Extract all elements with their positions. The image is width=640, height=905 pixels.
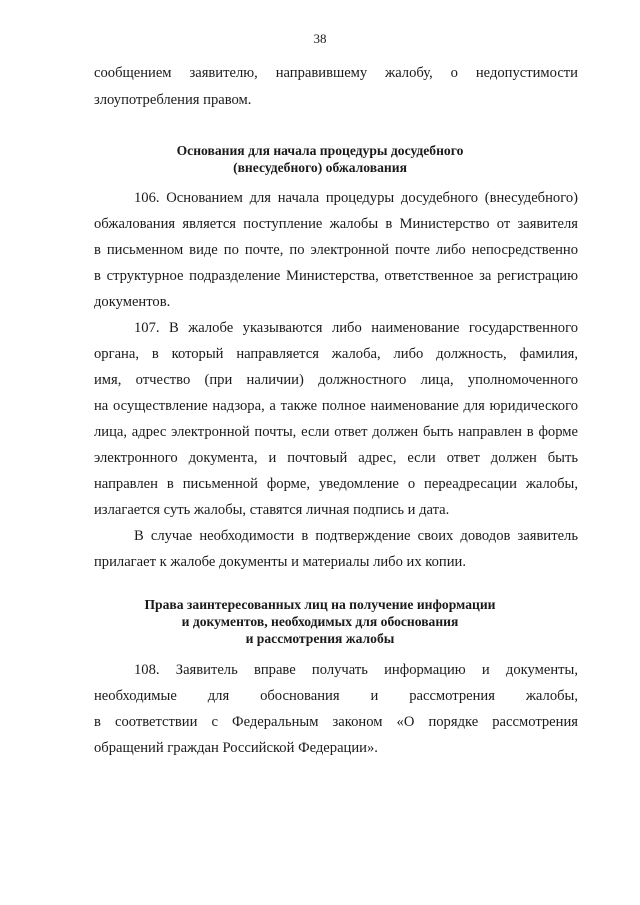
paragraph-106-line-4: в структурное подразделение Министерства, ответственное за регистрацию bbox=[94, 268, 578, 284]
paragraph-106-line-3: в письменном виде по почте, по электронной почте либо непосредственно bbox=[94, 242, 578, 258]
page-number: 38 bbox=[313, 31, 327, 46]
paragraph-108-line-4: обращений граждан Российской Федерации». bbox=[94, 740, 378, 756]
paragraph-107-line-8: излагается суть жалобы, ставятся личная подпись и дата. bbox=[94, 502, 450, 518]
paragraph-107-line-7: направлен в письменной форме, уведомление о переадресации жалобы, bbox=[94, 476, 578, 492]
section1-heading-line-2: (внесудебного) обжалования bbox=[233, 160, 407, 175]
paragraph-107-line-3: имя, отчество (при наличии) должностного лица, уполномоченного bbox=[94, 372, 578, 388]
intro-line-1: сообщением заявителю, направившему жалобу, о недопустимости bbox=[94, 65, 578, 81]
paragraph-107-line-2: органа, в который направляется жалоба, либо должность, фамилия, bbox=[94, 346, 578, 362]
paragraph-108-line-1: 108. Заявитель вправе получать информацию и документы, bbox=[134, 662, 578, 678]
paragraph-108-line-3: в соответствии с Федеральным законом «О порядке рассмотрения bbox=[94, 714, 578, 730]
section2-heading-line-1: Права заинтересованных лиц на получение информации bbox=[144, 597, 496, 612]
paragraph-107-line-5: лица, адрес электронной почты, если ответ должен быть направлен в форме bbox=[94, 424, 578, 440]
section2-heading-line-3: и рассмотрения жалобы bbox=[245, 631, 395, 646]
paragraph-106-line-1: 106. Основанием для начала процедуры досудебного (внесудебного) bbox=[134, 190, 578, 206]
paragraph-107-line-4: на осуществление надзора, а также полное наименование для юридического bbox=[94, 398, 578, 414]
paragraph-107b-line-1: В случае необходимости в подтверждение своих доводов заявитель bbox=[134, 528, 578, 544]
section2-heading-line-2: и документов, необходимых для обоснования bbox=[181, 614, 459, 629]
paragraph-107b-line-2: прилагает к жалобе документы и материалы либо их копии. bbox=[94, 554, 467, 570]
paragraph-108-line-2: необходимые для обоснования и рассмотрения жалобы, bbox=[94, 688, 578, 704]
paragraph-106-line-5: документов. bbox=[94, 294, 171, 310]
paragraph-107-line-1: 107. В жалобе указываются либо наименование государственного bbox=[134, 320, 578, 336]
paragraph-106-line-2: обжалования является поступление жалобы в Министерство от заявителя bbox=[94, 216, 578, 232]
paragraph-107-line-6: электронного документа, и почтовый адрес, если ответ должен быть bbox=[94, 450, 578, 466]
intro-line-2: злоупотребления правом. bbox=[94, 92, 252, 108]
section1-heading-line-1: Основания для начала процедуры досудебного bbox=[176, 143, 464, 158]
